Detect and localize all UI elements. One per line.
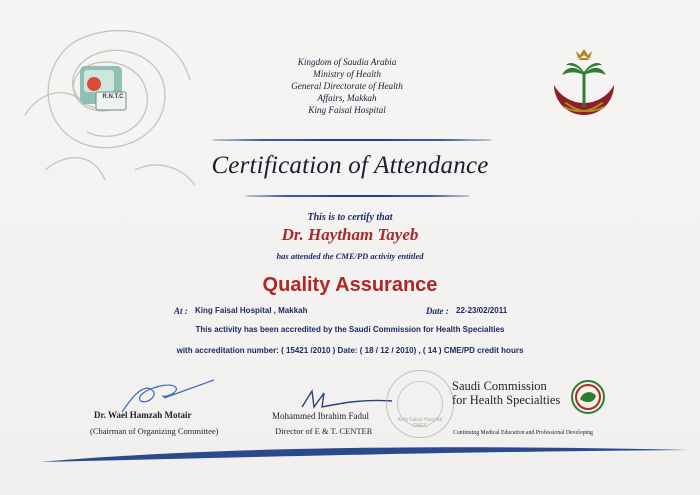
top-rule xyxy=(212,139,492,141)
event-date: 22-23/02/2011 xyxy=(456,306,508,315)
recipient-name: Dr. Haytham Tayeb xyxy=(281,225,419,244)
signatory-name: Mohammed Ibrahim Fadul xyxy=(272,411,369,421)
signatory-name: Dr. Wael Hamzah Motair xyxy=(94,410,192,420)
official-stamp xyxy=(386,370,454,438)
commission-logo xyxy=(570,379,606,415)
header-line: Kingdom of Saudia Arabia xyxy=(297,57,397,67)
issuer-header xyxy=(262,56,432,116)
header-line: King Faisal Hospital xyxy=(308,105,386,115)
date-label: Date : xyxy=(426,306,449,316)
header-line: Ministry of Health xyxy=(313,69,381,79)
venue: King Faisal Hospital , Makkah xyxy=(195,306,308,315)
commission-tagline: Continuing Medical Education and Professional Developing xyxy=(453,430,593,436)
title-underline xyxy=(245,195,470,197)
header-line: Affairs, Makkah xyxy=(317,93,377,103)
rntc-logo-text: R.N.T.C xyxy=(102,94,124,100)
stamp-text: King Faisal Hospital CMEC xyxy=(397,417,443,429)
commission-name xyxy=(452,379,560,407)
header-line: General Directorate of Health xyxy=(291,81,403,91)
rntc-logo xyxy=(72,62,134,114)
signatory-role: Director of E & T. CENTER xyxy=(275,426,373,436)
activity-title: Quality Assurance xyxy=(262,274,438,296)
commission-line1: Saudi Commission xyxy=(452,379,547,393)
signatory-role: (Chairman of Organizing Committee) xyxy=(90,426,219,436)
commission-line2: for Health Specialties xyxy=(452,393,561,407)
accreditation-line: with accreditation number: ( 15421 /2010 ) Date: ( 18 / 12 / 2010) , ( 14 ) CME/PD credit hours xyxy=(176,346,524,355)
certify-text: This is to certify that xyxy=(307,212,393,223)
attended-text: has attended the CME/PD activity entitled xyxy=(276,251,424,261)
certificate-title: Certification of Attendance xyxy=(211,152,489,179)
at-label: At : xyxy=(174,306,188,316)
accredited-line: This activity has been accredited by the Saudi Commission for Health Specialties xyxy=(195,325,505,334)
bottom-swoosh xyxy=(0,440,700,470)
ministry-emblem xyxy=(538,45,630,135)
